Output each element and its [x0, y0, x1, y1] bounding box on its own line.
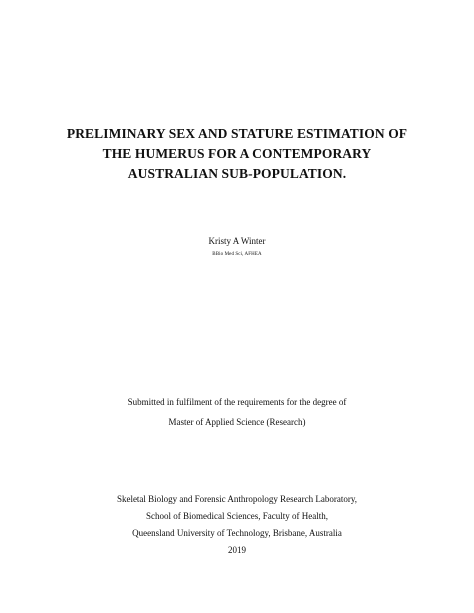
school-faculty: School of Biomedical Sciences, Faculty of Health, — [146, 511, 328, 521]
submission-year: 2019 — [228, 545, 246, 555]
submission-statement: Submitted in fulfilment of the requirements for the degree of — [127, 397, 347, 407]
thesis-title-line-3: AUSTRALIAN SUB-POPULATION. — [127, 166, 347, 181]
laboratory-name: Skeletal Biology and Forensic Anthropology Research Laboratory, — [116, 494, 358, 504]
thesis-title-line-1: PRELIMINARY SEX AND STATURE ESTIMATION OF — [66, 126, 408, 141]
university-location: Queensland University of Technology, Brisbane, Australia — [132, 528, 342, 538]
degree-name: Master of Applied Science (Research) — [168, 417, 306, 427]
thesis-title-line-2: THE HUMERUS FOR A CONTEMPORARY — [102, 146, 372, 161]
author-name: Kristy A Winter — [208, 236, 266, 246]
author-credentials: BBio Med Sci, AFHEA — [212, 252, 262, 257]
